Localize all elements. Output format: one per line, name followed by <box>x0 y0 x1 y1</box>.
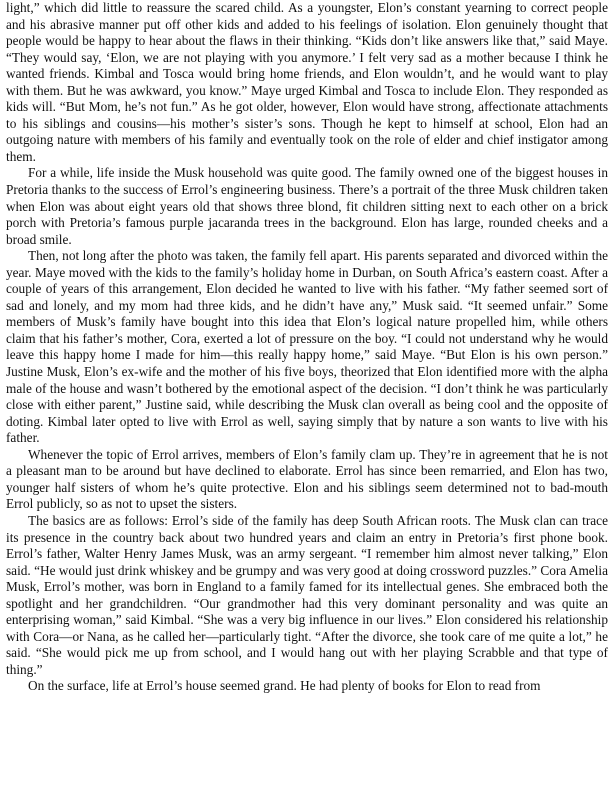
paragraph: For a while, life inside the Musk household was quite good. The family owned one of the biggest houses in Pretoria thanks to the success of Errol’s engineering business. There’s a portrait of the three Musk children taken when Elon was about eight years old that shows three blond, fit children sitting next to each other on a brick porch with Pretoria’s famous purple jacaranda trees in the background. Elon has large, rounded cheeks and a broad smile. <box>6 165 608 247</box>
book-page <box>6 0 608 792</box>
paragraph-truncated: On the surface, life at Errol’s house seemed grand. He had plenty of books for Elon to read from <box>28 678 541 694</box>
paragraph: Whenever the topic of Errol arrives, members of Elon’s family clam up. They’re in agreement that he is not a pleasant man to be around but have declined to elaborate. Errol has since been remarried, and Elon has two, younger half sisters of whom he’s quite protective. Elon and his siblings seem determined not to bad-mouth Errol publicly, so as not to upset the sisters. <box>6 446 608 512</box>
paragraph: Then, not long after the photo was taken, the family fell apart. His parents separated and divorced within the year. Maye moved with the kids to the family’s holiday home in Durban, on South Africa’s eastern coast. After a couple of years of this arrangement, Elon decided he wanted to live with his father. “My father seemed sort of sad and lonely, and my mom had three kids, and he didn’t have any,” Musk said. “It seemed unfair.” Some members of Musk’s family have bought into this idea that Elon’s logical nature propelled him, while others claim that his father’s mother, Cora, exerted a lot of pressure on the boy. “I could not understand why he would leave this happy home I made for him—this really happy home,” said Maye. “But Elon is his own person.” Justine Musk, Elon’s ex-wife and the mother of his five boys, theorized that Elon identified more with the alpha male of the house and wasn’t bothered by the emotional aspect of the decision. “I don’t think he was particularly close with either parent,” Justine said, while describing the Musk clan overall as being cool and the opposite of doting. Kimbal later opted to live with Errol as well, saying simply that by nature a son wants to live with his father. <box>6 248 608 446</box>
paragraph-continuation: light,” which did little to reassure the scared child. As a youngster, Elon’s constant yearning to correct people and his abrasive manner put off other kids and added to his feelings of isolation. Elon genuinely thought that people would be happy to hear about the flaws in their thinking. “Kids don’t like answers like that,” said Maye. “They would say, ‘Elon, we are not playing with you anymore.’ I felt very sad as a mother because I think he wanted friends. Kimbal and Tosca would bring home friends, and Elon wouldn’t, and he would want to play with them. But he was awkward, you know.” Maye urged Kimbal and Tosca to include Elon. They responded as kids will. “But Mom, he’s not fun.” As he got older, however, Elon would have strong, affectionate attachments to his siblings and cousins—his mother’s sister’s sons. Though he kept to himself at school, Elon had an outgoing nature with members of his family and eventually took on the role of elder and chief instigator among them. <box>6 0 608 164</box>
paragraph: The basics are as follows: Errol’s side of the family has deep South African roots. The Musk clan can trace its presence in the country back about two hundred years and claim an entry in Pretoria’s first phone book. Errol’s father, Walter Henry James Musk, was an army sergeant. “I remember him almost never talking,” Elon said. “He would just drink whiskey and be grumpy and was very good at doing crossword puzzles.” Cora Amelia Musk, Errol’s mother, was born in England to a family famed for its intellectual genes. She embraced both the spotlight and her grandchildren. “Our grandmother had this very dominant personality and was quite an enterprising woman,” said Kimbal. “She was a very big influence in our lives.” Elon considered his relationship with Cora—or Nana, as he called her—particularly tight. “After the divorce, she took care of me quite a lot,” he said. “She would pick me up from school, and I would hang out with her playing Scrabble and that type of thing.” <box>6 512 608 677</box>
